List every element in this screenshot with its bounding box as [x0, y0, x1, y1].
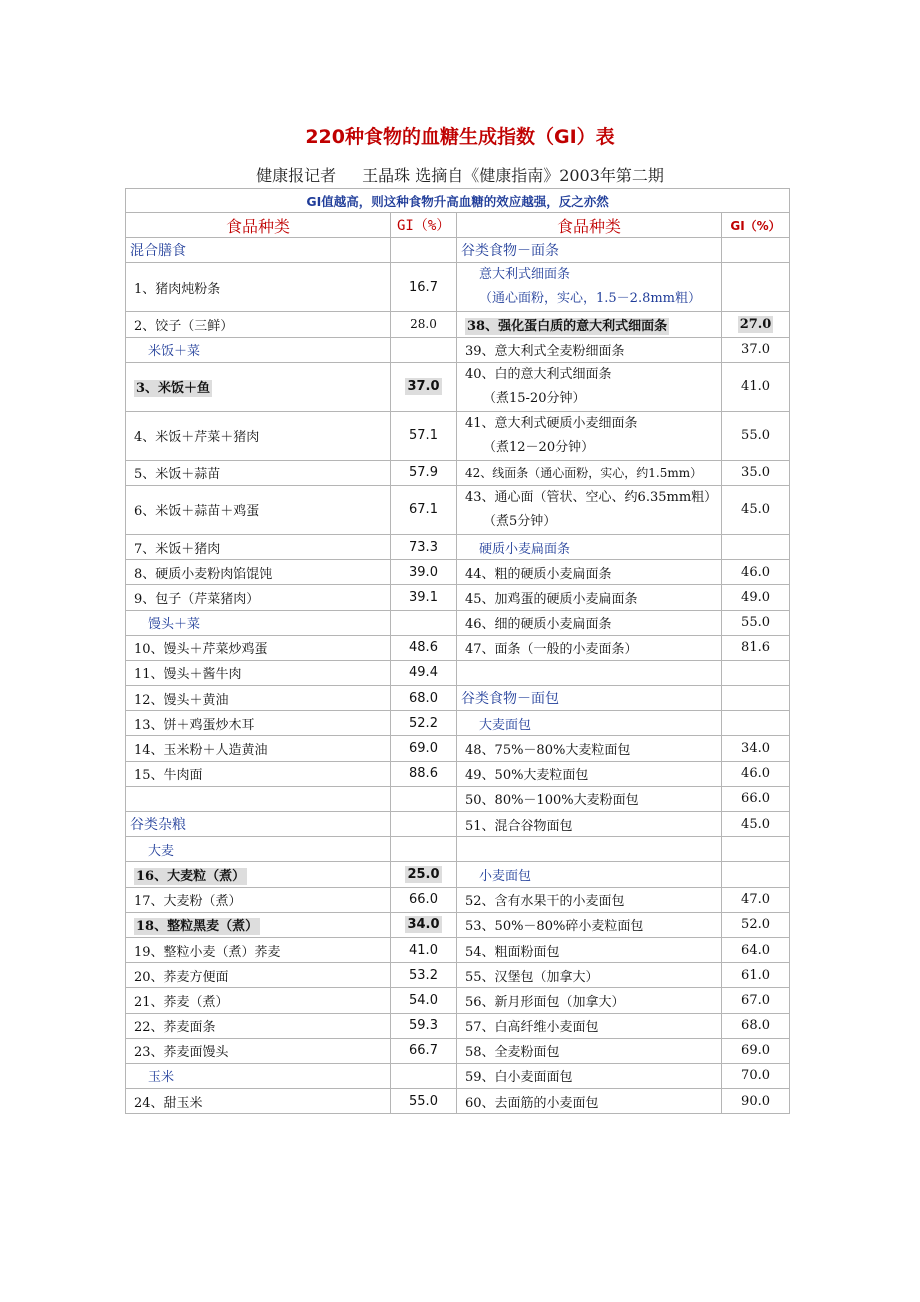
table-row	[126, 988, 790, 1013]
gi-value: 34.0	[407, 917, 440, 933]
gi-value: 16.7	[409, 279, 438, 295]
table-row	[126, 761, 790, 786]
table-row	[126, 786, 790, 811]
right-food-cell	[457, 635, 722, 660]
gi-value: 81.6	[741, 640, 770, 656]
gi-value: 46.0	[741, 766, 770, 782]
right-food-cell	[457, 1089, 722, 1114]
food-name-highlighted: 18、整粒黑麦（煮）	[136, 919, 259, 935]
left-food-cell	[126, 937, 391, 962]
right-food-cell	[457, 1038, 722, 1063]
table-row	[126, 812, 790, 837]
food-name-highlighted: 16、大麦粒（煮）	[136, 868, 246, 884]
table-row	[126, 887, 790, 912]
byline-author: 健康报记者	[256, 166, 337, 185]
right-gi-cell	[722, 610, 790, 635]
gi-value: 66.0	[409, 892, 438, 908]
food-name: 45、加鸡蛋的硬质小麦扁面条	[465, 591, 638, 607]
right-food-cell	[457, 337, 722, 362]
food-name: 6、米饭＋蒜苗＋鸡蛋	[134, 504, 260, 520]
left-gi-cell	[391, 1089, 457, 1114]
left-food-cell	[126, 686, 391, 711]
table-row	[126, 686, 790, 711]
right-gi-cell	[722, 1089, 790, 1114]
right-food-cell	[457, 1013, 722, 1038]
right-gi-cell	[722, 963, 790, 988]
right-gi-cell	[722, 887, 790, 912]
right-gi-cell	[722, 411, 790, 460]
food-name: 51、混合谷物面包	[465, 818, 573, 834]
food-name: 43、通心面（管状、空心、约6.35mm粗）	[465, 489, 718, 505]
left-gi-cell	[391, 812, 457, 837]
gi-value: 39.0	[409, 564, 438, 580]
gi-value: 67.1	[409, 502, 438, 518]
right-food-cell	[457, 560, 722, 585]
food-name: 21、荞麦（煮）	[134, 994, 229, 1010]
right-food-cell	[457, 988, 722, 1013]
right-gi-cell	[722, 312, 790, 337]
gi-value: 88.6	[409, 766, 438, 782]
right-gi-cell	[722, 263, 790, 312]
left-food-cell	[126, 812, 391, 837]
gi-value: 49.0	[741, 589, 770, 605]
food-name: 54、粗面粉面包	[465, 944, 560, 960]
left-food-cell	[126, 1013, 391, 1038]
right-food-cell	[457, 686, 722, 711]
gi-value: 34.0	[741, 741, 770, 757]
table-row	[126, 460, 790, 485]
left-gi-cell	[391, 238, 457, 263]
right-gi-cell	[722, 660, 790, 685]
gi-value: 37.0	[741, 342, 770, 358]
left-gi-cell	[391, 263, 457, 312]
gi-value: 39.1	[409, 589, 438, 605]
gi-value: 46.0	[741, 564, 770, 580]
right-food-cell	[457, 1063, 722, 1088]
table-row	[126, 736, 790, 761]
food-name: 12、馒头＋黄油	[134, 692, 229, 708]
subcategory-label: 玉米	[148, 1070, 175, 1086]
food-name: 13、饼＋鸡蛋炒木耳	[134, 717, 255, 733]
header-right-gi: GI（%）	[722, 213, 790, 238]
left-gi-cell	[391, 1038, 457, 1063]
right-gi-cell	[722, 862, 790, 887]
gi-value: 67.0	[741, 992, 770, 1008]
right-food-cell	[457, 912, 722, 937]
left-food-cell	[126, 1089, 391, 1114]
left-food-cell	[126, 736, 391, 761]
right-gi-cell	[722, 736, 790, 761]
table-row	[126, 837, 790, 862]
left-gi-cell	[391, 686, 457, 711]
left-food-cell	[126, 635, 391, 660]
left-gi-cell	[391, 585, 457, 610]
right-food-cell	[457, 585, 722, 610]
right-blank-cell	[457, 837, 722, 862]
table-row	[126, 1063, 790, 1088]
gi-value: 35.0	[741, 465, 770, 481]
gi-value: 69.0	[409, 741, 438, 757]
table-row	[126, 1038, 790, 1063]
food-name: 57、白高纤维小麦面包	[465, 1020, 599, 1036]
food-name: 53、50%－80%碎小麦粒面包	[465, 919, 644, 935]
left-gi-cell	[391, 362, 457, 411]
right-gi-cell	[722, 560, 790, 585]
table-row	[126, 1013, 790, 1038]
gi-value: 68.0	[409, 690, 438, 706]
left-gi-cell	[391, 337, 457, 362]
gi-value: 41.0	[741, 379, 770, 395]
food-note: （煮12－20分钟）	[483, 439, 595, 455]
right-food-cell	[457, 736, 722, 761]
table-row	[126, 312, 790, 337]
table-row	[126, 711, 790, 736]
left-gi-cell	[391, 786, 457, 811]
table-row	[126, 485, 790, 534]
table-row	[126, 937, 790, 962]
food-name: 50、80%－100%大麦粉面包	[465, 793, 639, 809]
right-gi-cell	[722, 761, 790, 786]
table-row	[126, 534, 790, 559]
right-gi-cell	[722, 711, 790, 736]
right-gi-cell	[722, 534, 790, 559]
left-gi-cell	[391, 411, 457, 460]
right-food-cell	[457, 362, 722, 411]
right-gi-cell	[722, 460, 790, 485]
left-gi-cell	[391, 761, 457, 786]
gi-value: 37.0	[407, 379, 440, 395]
left-food-cell	[126, 837, 391, 862]
table-note-row	[126, 189, 790, 213]
left-food-cell	[126, 1038, 391, 1063]
gi-value: 59.3	[409, 1018, 438, 1034]
right-food-cell	[457, 238, 722, 263]
left-food-cell	[126, 238, 391, 263]
food-name: 4、米饭＋芹菜＋猪肉	[134, 430, 260, 446]
table-row	[126, 362, 790, 411]
right-food-cell	[457, 534, 722, 559]
left-gi-cell	[391, 312, 457, 337]
right-food-cell	[457, 711, 722, 736]
table-row	[126, 411, 790, 460]
header-left-gi: GI（%）	[391, 213, 457, 238]
category-label: 谷类食物－面包	[461, 691, 559, 708]
left-gi-cell	[391, 988, 457, 1013]
gi-value: 47.0	[741, 892, 770, 908]
gi-value: 54.0	[409, 992, 438, 1008]
subcategory-label: 意大利式细面条	[479, 267, 571, 283]
table-row	[126, 660, 790, 685]
gi-value: 28.0	[410, 317, 437, 332]
food-name: 5、米饭＋蒜苗	[134, 467, 221, 483]
left-gi-cell	[391, 912, 457, 937]
right-gi-cell	[722, 786, 790, 811]
food-name: 56、新月形面包（加拿大）	[465, 994, 625, 1010]
right-food-cell	[457, 963, 722, 988]
gi-value: 45.0	[741, 502, 770, 518]
gi-value: 55.0	[409, 1093, 438, 1109]
food-name: 41、意大利式硬质小麦细面条	[465, 415, 638, 431]
food-name: 58、全麦粉面包	[465, 1045, 560, 1061]
subcategory-note: （通心面粉，实心，1.5－2.8mm粗）	[479, 291, 702, 307]
right-gi-cell	[722, 585, 790, 610]
right-gi-cell	[722, 1013, 790, 1038]
table-row	[126, 263, 790, 312]
subcategory-label: 米饭＋菜	[148, 344, 201, 360]
food-name: 46、细的硬质小麦扁面条	[465, 617, 612, 633]
left-food-cell	[126, 610, 391, 635]
right-food-cell	[457, 610, 722, 635]
food-name: 20、荞麦方便面	[134, 969, 229, 985]
food-name: 7、米饭＋猪肉	[134, 541, 221, 557]
left-food-cell	[126, 1063, 391, 1088]
gi-value: 69.0	[741, 1043, 770, 1059]
subcategory-label: 馒头＋菜	[148, 617, 201, 633]
gi-value: 73.3	[409, 539, 438, 555]
gi-value: 49.4	[409, 665, 438, 681]
food-name-highlighted: 38、强化蛋白质的意大利式细面条	[467, 318, 668, 334]
gi-value: 64.0	[741, 942, 770, 958]
right-food-cell	[457, 263, 722, 312]
food-name: 44、粗的硬质小麦扁面条	[465, 566, 612, 582]
right-food-cell	[457, 887, 722, 912]
table-row	[126, 963, 790, 988]
gi-value: 66.7	[409, 1043, 438, 1059]
food-note: （煮5分钟）	[483, 513, 557, 529]
table-row	[126, 238, 790, 263]
left-gi-cell	[391, 534, 457, 559]
gi-value: 52.2	[409, 715, 438, 731]
food-name: 2、饺子（三鲜）	[134, 318, 234, 334]
table-row	[126, 585, 790, 610]
right-gi-cell	[722, 837, 790, 862]
left-blank-cell	[126, 786, 391, 811]
food-name: 59、白小麦面面包	[465, 1070, 573, 1086]
left-food-cell	[126, 337, 391, 362]
table-row	[126, 862, 790, 887]
left-gi-cell	[391, 1063, 457, 1088]
left-gi-cell	[391, 862, 457, 887]
table-note: GI值越高，则这种食物升高血糖的效应越强，反之亦然	[126, 189, 790, 213]
food-name: 47、面条（一般的小麦面条）	[465, 642, 638, 658]
left-food-cell	[126, 534, 391, 559]
food-name: 15、牛肉面	[134, 768, 203, 784]
right-gi-cell	[722, 238, 790, 263]
left-food-cell	[126, 362, 391, 411]
table-row	[126, 1089, 790, 1114]
food-name: 48、75%－80%大麦粒面包	[465, 743, 631, 759]
food-name: 9、包子（芹菜猪肉）	[134, 591, 260, 607]
right-gi-cell	[722, 485, 790, 534]
gi-value: 25.0	[407, 866, 440, 882]
food-name: 39、意大利式全麦粉细面条	[465, 344, 625, 360]
left-gi-cell	[391, 711, 457, 736]
food-note: （煮15-20分钟）	[483, 390, 586, 406]
left-gi-cell	[391, 937, 457, 962]
food-name: 11、馒头＋酱牛肉	[134, 667, 242, 683]
byline-name: 王晶珠	[362, 166, 411, 185]
page-title: 220种食物的血糖生成指数（GI）表	[305, 126, 615, 148]
left-food-cell	[126, 263, 391, 312]
left-gi-cell	[391, 1013, 457, 1038]
left-food-cell	[126, 963, 391, 988]
left-gi-cell	[391, 460, 457, 485]
gi-value: 68.0	[741, 1018, 770, 1034]
right-food-cell	[457, 812, 722, 837]
right-blank-cell	[457, 660, 722, 685]
food-name: 60、去面筋的小麦面包	[465, 1095, 599, 1111]
right-food-cell	[457, 312, 722, 337]
category-label: 谷类杂粮	[130, 817, 186, 834]
right-food-cell	[457, 786, 722, 811]
left-gi-cell	[391, 485, 457, 534]
gi-value: 70.0	[741, 1068, 770, 1084]
gi-value: 90.0	[741, 1093, 770, 1109]
gi-value: 55.0	[741, 615, 770, 631]
right-food-cell	[457, 485, 722, 534]
food-name: 42、线面条（通心面粉，实心，约1.5mm）	[465, 466, 703, 481]
food-name: 49、50%大麦粒面包	[465, 768, 589, 784]
left-food-cell	[126, 988, 391, 1013]
food-name: 40、白的意大利式细面条	[465, 366, 612, 382]
gi-value: 57.9	[409, 465, 438, 481]
right-gi-cell	[722, 686, 790, 711]
byline-source: 选摘自《健康指南》2003年第二期	[415, 166, 664, 185]
right-gi-cell	[722, 337, 790, 362]
food-name: 8、硬质小麦粉肉馅馄饨	[134, 566, 273, 582]
gi-value: 66.0	[741, 791, 770, 807]
right-gi-cell	[722, 988, 790, 1013]
table-row	[126, 610, 790, 635]
left-gi-cell	[391, 610, 457, 635]
left-food-cell	[126, 585, 391, 610]
gi-value: 55.0	[741, 428, 770, 444]
left-gi-cell	[391, 887, 457, 912]
right-gi-cell	[722, 812, 790, 837]
table-row	[126, 337, 790, 362]
table-row	[126, 912, 790, 937]
right-food-cell	[457, 862, 722, 887]
right-gi-cell	[722, 635, 790, 660]
header-left-food: 食品种类	[126, 213, 391, 238]
table-row	[126, 635, 790, 660]
left-gi-cell	[391, 736, 457, 761]
food-name: 19、整粒小麦（煮）荞麦	[134, 944, 281, 960]
left-gi-cell	[391, 837, 457, 862]
gi-value: 61.0	[741, 967, 770, 983]
right-gi-cell	[722, 362, 790, 411]
left-food-cell	[126, 761, 391, 786]
food-name: 52、含有水果干的小麦面包	[465, 894, 625, 910]
left-food-cell	[126, 411, 391, 460]
right-gi-cell	[722, 1063, 790, 1088]
table-row	[126, 560, 790, 585]
gi-value: 57.1	[409, 428, 438, 444]
subcategory-label: 硬质小麦扁面条	[479, 541, 571, 557]
right-food-cell	[457, 411, 722, 460]
food-name: 23、荞麦面馒头	[134, 1045, 229, 1061]
food-name-highlighted: 3、米饭＋鱼	[136, 381, 211, 397]
right-gi-cell	[722, 937, 790, 962]
subcategory-label: 大麦面包	[479, 717, 532, 733]
left-gi-cell	[391, 560, 457, 585]
left-gi-cell	[391, 660, 457, 685]
subcategory-label: 大麦	[148, 843, 175, 859]
byline	[0, 163, 920, 186]
category-label: 谷类食物－面条	[461, 243, 559, 260]
right-gi-cell	[722, 912, 790, 937]
food-name: 55、汉堡包（加拿大）	[465, 969, 599, 985]
food-name: 24、甜玉米	[134, 1095, 203, 1111]
left-food-cell	[126, 862, 391, 887]
subcategory-label: 小麦面包	[479, 868, 532, 884]
right-gi-cell	[722, 1038, 790, 1063]
left-food-cell	[126, 312, 391, 337]
category-label: 混合膳食	[130, 243, 186, 260]
food-name: 1、猪肉炖粉条	[134, 281, 221, 297]
left-food-cell	[126, 887, 391, 912]
left-food-cell	[126, 485, 391, 534]
table-header-row	[126, 213, 790, 238]
header-right-food: 食品种类	[457, 213, 722, 238]
food-name: 10、馒头＋芹菜炒鸡蛋	[134, 642, 268, 658]
left-gi-cell	[391, 963, 457, 988]
food-name: 22、荞麦面条	[134, 1020, 216, 1036]
left-food-cell	[126, 711, 391, 736]
left-food-cell	[126, 912, 391, 937]
gi-value: 48.6	[409, 640, 438, 656]
gi-value: 45.0	[741, 816, 770, 832]
right-food-cell	[457, 937, 722, 962]
gi-value: 53.2	[409, 967, 438, 983]
gi-value: 27.0	[739, 316, 772, 332]
left-gi-cell	[391, 635, 457, 660]
right-food-cell	[457, 460, 722, 485]
gi-value: 41.0	[409, 942, 438, 958]
gi-value: 52.0	[741, 917, 770, 933]
left-food-cell	[126, 460, 391, 485]
left-food-cell	[126, 660, 391, 685]
left-food-cell	[126, 560, 391, 585]
food-name: 17、大麦粉（煮）	[134, 894, 242, 910]
right-food-cell	[457, 761, 722, 786]
food-name: 14、玉米粉＋人造黄油	[134, 743, 268, 759]
gi-table	[125, 188, 790, 1114]
